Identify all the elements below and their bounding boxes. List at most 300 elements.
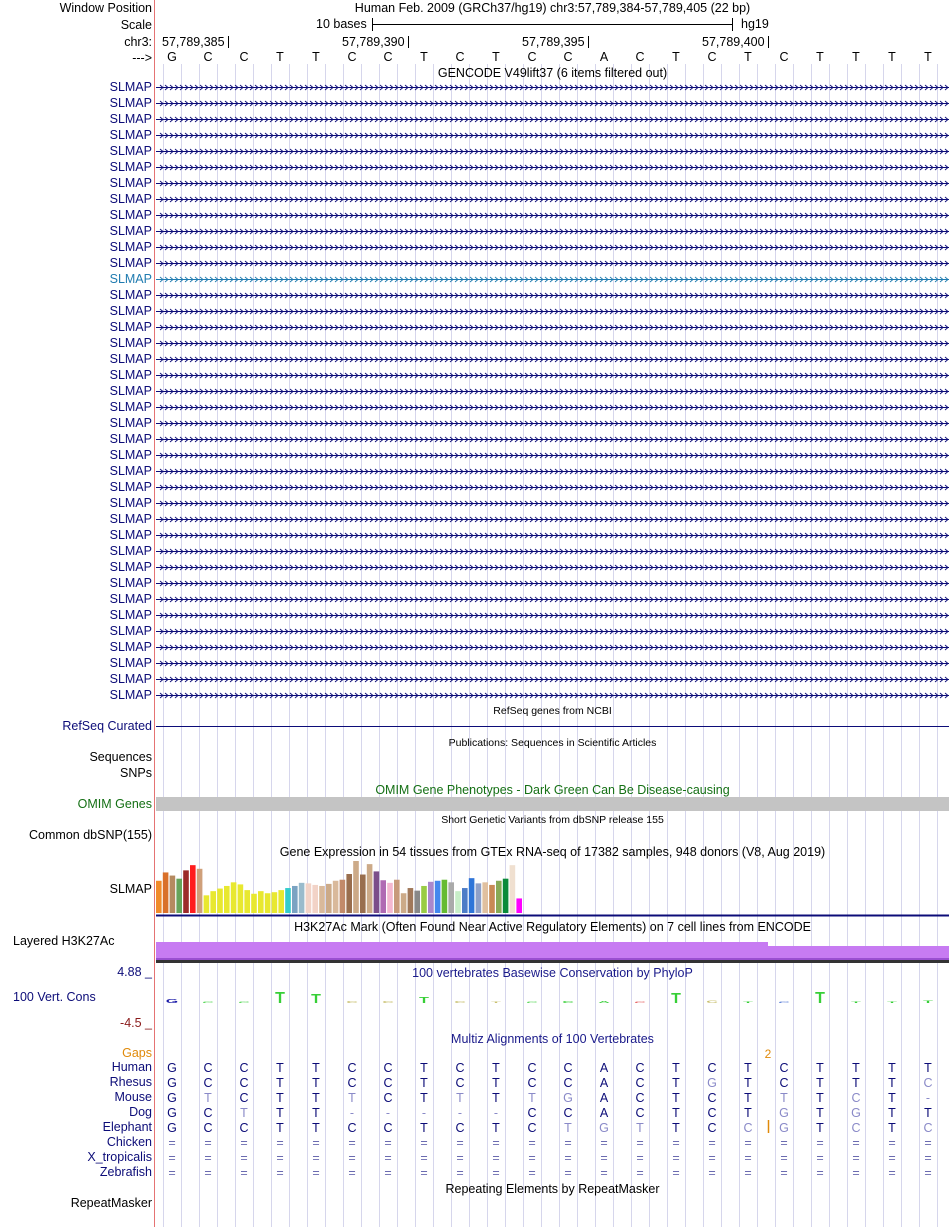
phylop-base-16: C: [706, 999, 718, 1005]
gtex-tissue-bar[interactable]: [190, 865, 196, 913]
alignment-base: =: [528, 1136, 536, 1150]
gtex-tissue-bar[interactable]: [278, 890, 284, 913]
species-label[interactable]: Zebrafish: [99, 1165, 152, 1179]
alignment-base: C: [527, 1121, 537, 1135]
gencode-gene-label[interactable]: SLMAP: [109, 143, 152, 158]
phylop-min-label: -4.5 _: [120, 1016, 152, 1030]
alignment-base: =: [816, 1136, 824, 1150]
alignment-base: T: [672, 1061, 680, 1075]
gencode-transcript[interactable]: [156, 373, 949, 378]
gencode-transcript[interactable]: [156, 341, 949, 346]
alignment-base: =: [888, 1166, 896, 1180]
alignment-base: C: [347, 1076, 357, 1090]
alignment-base: T: [816, 1121, 824, 1135]
alignment-base: =: [708, 1151, 716, 1165]
alignment-base: C: [527, 1106, 537, 1120]
alignment-base: G: [167, 1121, 177, 1135]
multiz-title: Multiz Alignments of 100 Vertebrates: [451, 1032, 654, 1046]
gtex-tissue-bar[interactable]: [414, 891, 420, 913]
gtex-tissue-bar[interactable]: [421, 886, 427, 913]
gencode-gene-label[interactable]: SLMAP: [109, 543, 152, 558]
alignment-base: T: [672, 1106, 680, 1120]
gencode-gene-label[interactable]: SLMAP: [109, 175, 152, 190]
gencode-gene-label[interactable]: SLMAP: [109, 639, 152, 654]
alignment-base: =: [780, 1151, 788, 1165]
alignment-base: C: [563, 1061, 573, 1075]
alignment-base: =: [492, 1136, 500, 1150]
alignment-base: =: [204, 1136, 212, 1150]
gtex-tissue-bar[interactable]: [306, 883, 312, 913]
gencode-gene-label[interactable]: SLMAP: [109, 687, 152, 702]
alignment-base: T: [420, 1061, 428, 1075]
gtex-tissue-bar[interactable]: [251, 894, 257, 913]
gencode-transcript[interactable]: [156, 453, 949, 458]
alignment-base: =: [240, 1166, 248, 1180]
alignment-base: C: [635, 1076, 645, 1090]
alignment-base: =: [924, 1151, 932, 1165]
alignment-base: T: [564, 1121, 572, 1135]
alignment-base: =: [348, 1166, 356, 1180]
gtex-track-label[interactable]: SLMAP: [109, 882, 152, 896]
alignment-base: C: [383, 1121, 393, 1135]
alignment-base: T: [276, 1076, 284, 1090]
gtex-tissue-bar[interactable]: [292, 886, 298, 913]
base-22: T: [924, 50, 932, 64]
phylop-base-8: T: [419, 996, 429, 1005]
alignment-base: =: [348, 1136, 356, 1150]
h3k27ac-signal: [156, 942, 949, 963]
gencode-gene-label[interactable]: SLMAP: [109, 255, 152, 270]
gencode-transcript[interactable]: [156, 181, 949, 186]
alignment-base: =: [492, 1151, 500, 1165]
gtex-bars: [156, 861, 522, 913]
base-14: C: [635, 50, 645, 64]
h3k27ac-divider: [156, 960, 949, 963]
alignment-base: T: [888, 1091, 896, 1105]
gtex-tissue-bar[interactable]: [489, 885, 495, 913]
phylop-max-label: 4.88 _: [117, 965, 152, 979]
alignment-base: T: [924, 1061, 932, 1075]
gencode-items: [156, 85, 949, 698]
alignment-base: =: [276, 1166, 284, 1180]
gencode-gene-label[interactable]: SLMAP: [109, 303, 152, 318]
dbsnp-track-label[interactable]: Common dbSNP(155): [29, 828, 152, 842]
gencode-transcript[interactable]: [156, 613, 949, 618]
gencode-transcript[interactable]: [156, 581, 949, 586]
gtex-tissue-bar[interactable]: [210, 891, 216, 913]
base-19: T: [816, 50, 824, 64]
gtex-tissue-bar[interactable]: [272, 892, 278, 913]
alignment-base: =: [600, 1136, 608, 1150]
sequences-track-label[interactable]: Sequences: [89, 750, 152, 764]
base-1: G: [167, 50, 177, 64]
gtex-tissue-bar[interactable]: [380, 880, 386, 913]
gencode-gene-label[interactable]: SLMAP: [109, 319, 152, 334]
gtex-tissue-bar[interactable]: [183, 870, 189, 913]
base-2: C: [203, 50, 213, 64]
gtex-tissue-bar[interactable]: [285, 888, 291, 913]
alignment-base: =: [456, 1151, 464, 1165]
alignment-base: =: [384, 1151, 392, 1165]
alignment-base: =: [384, 1166, 392, 1180]
alignment-base: T: [528, 1091, 536, 1105]
gencode-transcript[interactable]: [156, 277, 949, 282]
gencode-gene-label[interactable]: SLMAP: [109, 415, 152, 430]
alignment-base: C: [923, 1076, 933, 1090]
gtex-tissue-bar[interactable]: [224, 886, 230, 913]
publications-title: Publications: Sequences in Scientific Articles: [448, 737, 657, 749]
gtex-tissue-bar[interactable]: [408, 888, 414, 913]
phylop-base-1: G: [165, 998, 179, 1005]
gencode-gene-label[interactable]: SLMAP: [109, 479, 152, 494]
alignment-base: -: [421, 1106, 427, 1120]
alignment-base: =: [708, 1136, 716, 1150]
gencode-transcript[interactable]: [156, 693, 949, 698]
gtex-tissue-bar[interactable]: [299, 883, 305, 913]
gencode-gene-label[interactable]: SLMAP: [109, 127, 152, 142]
gencode-gene-label[interactable]: SLMAP: [109, 463, 152, 478]
repeatmasker-track-label[interactable]: RepeatMasker: [70, 1196, 152, 1210]
alignment-base: C: [203, 1061, 213, 1075]
gap-count: 2: [764, 1047, 772, 1061]
gtex-tissue-bar[interactable]: [353, 861, 359, 913]
gencode-transcript[interactable]: [156, 597, 949, 602]
gencode-gene-label[interactable]: SLMAP: [109, 591, 152, 606]
position-tick-4: 57,789,400: [702, 35, 765, 49]
gencode-gene-label[interactable]: SLMAP: [109, 575, 152, 590]
alignment-base: =: [780, 1166, 788, 1180]
gtex-tissue-bar[interactable]: [319, 886, 325, 913]
gtex-tissue-bar[interactable]: [244, 890, 250, 913]
alignment-base: =: [708, 1166, 716, 1180]
gencode-gene-label[interactable]: SLMAP: [109, 159, 152, 174]
base-9: C: [455, 50, 465, 64]
gencode-gene-label[interactable]: SLMAP: [109, 223, 152, 238]
alignment-base: C: [527, 1061, 537, 1075]
gencode-gene-label[interactable]: SLMAP: [109, 431, 152, 446]
gencode-transcript[interactable]: [156, 261, 949, 266]
gtex-tissue-bar[interactable]: [496, 881, 502, 913]
alignment-base: C: [347, 1121, 357, 1135]
alignment-base: A: [599, 1091, 609, 1105]
alignment-base: T: [636, 1121, 644, 1135]
gencode-gene-label[interactable]: SLMAP: [109, 623, 152, 638]
phylop-base-14: C: [634, 1001, 646, 1004]
gencode-transcript[interactable]: [156, 309, 949, 314]
alignment-base: =: [384, 1136, 392, 1150]
alignment-base: =: [672, 1136, 680, 1150]
position-tick-2: 57,789,390: [342, 35, 405, 49]
alignment-base: C: [203, 1106, 213, 1120]
gtex-tissue-bar[interactable]: [367, 864, 373, 913]
alignment-base: C: [203, 1076, 213, 1090]
species-label[interactable]: Elephant: [102, 1120, 152, 1134]
base-6: C: [347, 50, 357, 64]
gencode-transcript[interactable]: [156, 549, 949, 554]
alignment-base: T: [312, 1076, 320, 1090]
gtex-tissue-bar[interactable]: [156, 881, 162, 913]
phylop-track-label[interactable]: 100 Vert. Cons: [13, 990, 96, 1004]
gtex-tissue-bar[interactable]: [510, 865, 516, 913]
alignment-base: =: [564, 1136, 572, 1150]
gencode-transcript[interactable]: [156, 565, 949, 570]
alignment-base: C: [527, 1076, 537, 1090]
gtex-tissue-bar[interactable]: [387, 883, 393, 913]
gencode-gene-label[interactable]: SLMAP: [109, 239, 152, 254]
species-label[interactable]: Rhesus: [109, 1075, 152, 1089]
alignment-base: =: [888, 1151, 896, 1165]
gencode-gene-label[interactable]: SLMAP: [109, 671, 152, 686]
alignment-base: T: [816, 1076, 824, 1090]
alignment-base: C: [707, 1061, 717, 1075]
alignment-base: =: [852, 1151, 860, 1165]
gencode-gene-label[interactable]: SLMAP: [109, 527, 152, 542]
gtex-tissue-bar[interactable]: [455, 891, 461, 913]
gencode-gene-label[interactable]: SLMAP: [109, 399, 152, 414]
alignment-base: =: [816, 1166, 824, 1180]
gtex-tissue-bar[interactable]: [326, 884, 332, 913]
gencode-transcript[interactable]: [156, 533, 949, 538]
alignment-base: C: [239, 1121, 249, 1135]
gtex-tissue-bar[interactable]: [340, 880, 346, 913]
alignment-base: =: [888, 1136, 896, 1150]
base-18: C: [779, 50, 789, 64]
alignment-base: T: [456, 1091, 464, 1105]
gencode-transcript[interactable]: [156, 117, 949, 122]
gencode-gene-label[interactable]: SLMAP: [109, 351, 152, 366]
base-16: C: [707, 50, 717, 64]
gencode-transcript[interactable]: [156, 197, 949, 202]
alignment-base: =: [276, 1136, 284, 1150]
species-label[interactable]: X_tropicalis: [87, 1150, 152, 1164]
gencode-gene-label[interactable]: SLMAP: [109, 191, 152, 206]
alignment-base: =: [600, 1151, 608, 1165]
base-10: T: [492, 50, 500, 64]
gencode-transcript[interactable]: [156, 85, 949, 90]
gtex-tissue-bar[interactable]: [476, 883, 482, 913]
phylop-base-21: T: [887, 1001, 897, 1004]
gtex-tissue-bar[interactable]: [197, 869, 203, 913]
gtex-tissue-bar[interactable]: [231, 882, 237, 913]
gtex-tissue-bar[interactable]: [442, 880, 448, 913]
species-label[interactable]: Chicken: [106, 1135, 152, 1149]
gtex-tissue-bar[interactable]: [312, 885, 318, 913]
species-label[interactable]: Dog: [129, 1105, 152, 1119]
h3k27ac-band[interactable]: [768, 946, 949, 960]
gencode-transcript[interactable]: [156, 661, 949, 666]
gtex-tissue-bar[interactable]: [176, 879, 182, 913]
alignment-base: T: [816, 1106, 824, 1120]
alignment-base: T: [816, 1061, 824, 1075]
alignment-base: =: [780, 1136, 788, 1150]
h3k27ac-track-label[interactable]: Layered H3K27Ac: [13, 934, 115, 948]
base-13: A: [599, 50, 609, 64]
gtex-tissue-bar[interactable]: [503, 879, 509, 913]
gencode-transcript[interactable]: [156, 501, 949, 506]
gtex-tissue-bar[interactable]: [462, 888, 468, 913]
gtex-tissue-bar[interactable]: [469, 878, 475, 913]
alignment-base: C: [383, 1061, 393, 1075]
gtex-tissue-bar[interactable]: [401, 893, 407, 913]
gencode-transcript[interactable]: [156, 101, 949, 106]
alignment-base: =: [240, 1136, 248, 1150]
gencode-transcript[interactable]: [156, 213, 949, 218]
alignment-base: =: [636, 1136, 644, 1150]
gencode-gene-label[interactable]: SLMAP: [109, 367, 152, 382]
alignment-base: T: [672, 1091, 680, 1105]
gencode-transcript[interactable]: [156, 517, 949, 522]
phylop-base-7: C: [382, 1000, 394, 1004]
gencode-gene-label[interactable]: SLMAP: [109, 607, 152, 622]
gencode-transcript[interactable]: [156, 293, 949, 298]
base-5: T: [312, 50, 320, 64]
gtex-tissue-bar[interactable]: [360, 875, 366, 913]
db-label: hg19: [741, 17, 769, 31]
repeatmasker-title: Repeating Elements by RepeatMasker: [445, 1182, 660, 1196]
phylop-logo: [166, 990, 933, 1007]
gencode-gene-label[interactable]: SLMAP: [109, 559, 152, 574]
alignment-base: C: [707, 1121, 717, 1135]
base-7: C: [383, 50, 393, 64]
gtex-tissue-bar[interactable]: [163, 872, 169, 913]
alignment-base: G: [167, 1061, 177, 1075]
gencode-gene-label[interactable]: SLMAP: [109, 655, 152, 670]
alignment-base: =: [636, 1151, 644, 1165]
phylop-base-17: T: [743, 1001, 753, 1004]
alignment-base: T: [240, 1106, 248, 1120]
alignment-base: T: [492, 1121, 500, 1135]
gencode-transcript[interactable]: [156, 149, 949, 154]
phylop-base-3: C: [238, 1001, 250, 1004]
gtex-tissue-bar[interactable]: [448, 882, 454, 913]
gencode-transcript[interactable]: [156, 133, 949, 138]
omim-track-label[interactable]: OMIM Genes: [77, 797, 152, 811]
alignment-base: T: [492, 1076, 500, 1090]
gtex-tissue-bar[interactable]: [204, 895, 210, 913]
gtex-tissue-bar[interactable]: [394, 880, 400, 913]
alignment-base: T: [348, 1091, 356, 1105]
gencode-gene-label[interactable]: SLMAP: [109, 447, 152, 462]
alignment-base: -: [925, 1091, 931, 1105]
gencode-gene-label[interactable]: SLMAP: [109, 111, 152, 126]
alignment-base: =: [816, 1151, 824, 1165]
gtex-tissue-bar[interactable]: [346, 874, 352, 913]
alignment-base: C: [851, 1121, 861, 1135]
gencode-transcript[interactable]: [156, 405, 949, 410]
gtex-tissue-bar[interactable]: [482, 882, 488, 913]
alignment-base: A: [599, 1061, 609, 1075]
gencode-gene-label[interactable]: SLMAP: [109, 95, 152, 110]
snps-track-label[interactable]: SNPs: [120, 766, 152, 780]
scale-label: Scale: [120, 18, 152, 32]
gencode-gene-label[interactable]: SLMAP: [109, 511, 152, 526]
gencode-transcript[interactable]: [156, 485, 949, 490]
alignment-base: =: [204, 1151, 212, 1165]
phylop-base-19: T: [815, 990, 825, 1007]
gencode-gene-label[interactable]: SLMAP: [109, 287, 152, 302]
alignment-base: =: [168, 1166, 176, 1180]
alignment-base: C: [455, 1076, 465, 1090]
alignment-base: C: [239, 1061, 249, 1075]
gtex-tissue-bar[interactable]: [428, 882, 434, 913]
phylop-base-2: C: [202, 1001, 214, 1004]
alignment-base: G: [779, 1121, 789, 1135]
gtex-tissue-bar[interactable]: [258, 891, 264, 913]
alignment-base: T: [420, 1076, 428, 1090]
alignment-base: =: [312, 1151, 320, 1165]
gtex-tissue-bar[interactable]: [435, 881, 441, 913]
omim-bar[interactable]: [156, 797, 949, 811]
h3k27ac-band[interactable]: [156, 942, 768, 960]
strand-label: --->: [132, 51, 152, 65]
alignment-base: C: [851, 1091, 861, 1105]
gencode-gene-label[interactable]: SLMAP: [109, 79, 152, 94]
alignment-base: G: [779, 1106, 789, 1120]
window-position-label: Window Position: [59, 1, 152, 15]
alignment-base: C: [563, 1106, 573, 1120]
refseq-track-label[interactable]: RefSeq Curated: [62, 719, 152, 733]
gtex-tissue-bar[interactable]: [265, 893, 271, 913]
gtex-tissue-bar[interactable]: [374, 871, 380, 913]
gtex-tissue-bar[interactable]: [238, 884, 244, 913]
alignment-base: =: [456, 1166, 464, 1180]
species-label[interactable]: Human: [111, 1060, 152, 1074]
gtex-tissue-bar[interactable]: [333, 881, 339, 913]
h3k27ac-title: H3K27Ac Mark (Often Found Near Active Regulatory Elements) on 7 cell lines from ENCODE: [294, 920, 811, 934]
alignment-base: T: [888, 1076, 896, 1090]
alignment-base: C: [563, 1076, 573, 1090]
gencode-transcript[interactable]: [156, 677, 949, 682]
phylop-base-22: T: [923, 999, 933, 1005]
gencode-gene-label[interactable]: SLMAP: [109, 207, 152, 222]
gencode-gene-label[interactable]: SLMAP: [109, 383, 152, 398]
species-label[interactable]: Mouse: [114, 1090, 152, 1104]
gencode-transcript[interactable]: [156, 357, 949, 362]
gencode-gene-label[interactable]: SLMAP: [109, 335, 152, 350]
gencode-transcript[interactable]: [156, 165, 949, 170]
phylop-base-10: T: [491, 1001, 501, 1004]
base-11: C: [527, 50, 537, 64]
gtex-tissue-bar[interactable]: [516, 898, 522, 913]
assembly-position-text: Human Feb. 2009 (GRCh37/hg19) chr3:57,789,384-57,789,405 (22 bp): [354, 1, 751, 15]
alignment-base: -: [385, 1106, 391, 1120]
base-20: T: [852, 50, 860, 64]
alignment-base: =: [312, 1136, 320, 1150]
gencode-transcript[interactable]: [156, 245, 949, 250]
gencode-transcript[interactable]: [156, 229, 949, 234]
gencode-transcript[interactable]: [156, 645, 949, 650]
gencode-transcript[interactable]: [156, 437, 949, 442]
alignment-base: =: [636, 1166, 644, 1180]
alignment-base: G: [167, 1076, 177, 1090]
gtex-tissue-bar[interactable]: [217, 889, 223, 913]
gencode-gene-label[interactable]: SLMAP: [109, 271, 152, 286]
gencode-transcript[interactable]: [156, 325, 949, 330]
gencode-gene-label[interactable]: SLMAP: [109, 495, 152, 510]
gencode-transcript[interactable]: [156, 389, 949, 394]
gencode-transcript[interactable]: [156, 469, 949, 474]
alignment-base: T: [672, 1121, 680, 1135]
alignment-base: =: [672, 1151, 680, 1165]
alignment-base: =: [420, 1151, 428, 1165]
alignment-base: T: [744, 1061, 752, 1075]
alignment-base: T: [744, 1091, 752, 1105]
gtex-tissue-bar[interactable]: [170, 876, 176, 913]
gaps-label: Gaps: [122, 1046, 152, 1060]
gencode-transcript[interactable]: [156, 629, 949, 634]
alignment-base: G: [851, 1106, 861, 1120]
gencode-transcript[interactable]: [156, 421, 949, 426]
